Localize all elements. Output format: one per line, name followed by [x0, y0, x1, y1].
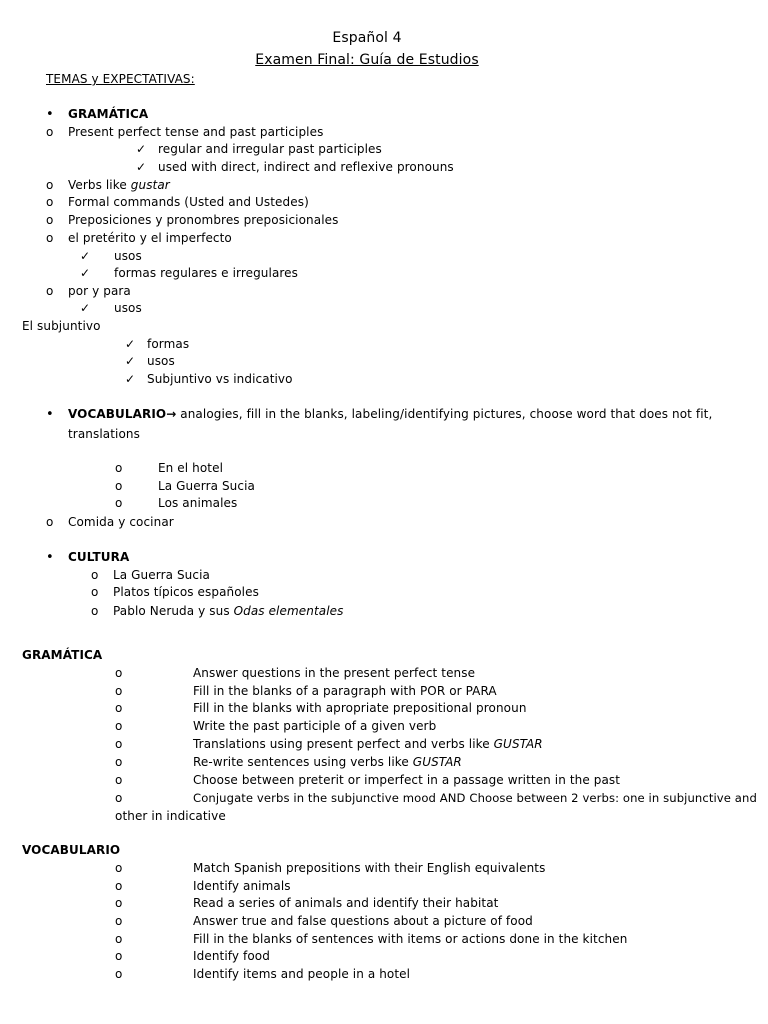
exam-title: Examen Final: Guía de Estudios — [255, 52, 479, 68]
circle-marker: o — [46, 178, 54, 192]
task-item: Re-write sentences using verbs like GUSTAR — [193, 755, 462, 769]
list-item: usos — [114, 301, 142, 315]
circle-marker: o — [115, 755, 123, 769]
circle-marker: o — [115, 967, 123, 981]
check-icon: ✓ — [136, 160, 147, 174]
circle-marker: o — [115, 461, 123, 475]
list-item: La Guerra Sucia — [158, 479, 255, 493]
section-heading-vocabulario-tasks: VOCABULARIO — [22, 843, 121, 857]
list-item: Present perfect tense and past participles — [68, 125, 324, 139]
circle-marker: o — [115, 879, 123, 893]
list-item: Preposiciones y pronombres preposicionales — [68, 213, 339, 227]
list-item: usos — [147, 354, 175, 368]
circle-marker: o — [115, 666, 123, 680]
arrow-icon: → — [166, 407, 177, 421]
check-icon: ✓ — [125, 354, 136, 368]
list-item: Formal commands (Usted and Ustedes) — [68, 195, 309, 209]
list-item: Pablo Neruda y sus Odas elementales — [113, 604, 344, 618]
task-item: Translations using present perfect and verbs like GUSTAR — [193, 737, 543, 751]
list-item: Platos típicos españoles — [113, 585, 259, 599]
topics-heading: TEMAS y EXPECTATIVAS: — [46, 72, 195, 86]
section-heading-gramatica: GRAMÁTICA — [68, 107, 149, 121]
section-heading-vocabulario: VOCABULARIO — [68, 407, 167, 421]
list-item: Los animales — [158, 496, 238, 510]
list-item: por y para — [68, 284, 131, 298]
circle-marker: o — [115, 932, 123, 946]
task-item: Fill in the blanks with apropriate prepositional pronoun — [193, 701, 527, 715]
circle-marker: o — [115, 719, 123, 733]
check-icon: ✓ — [80, 249, 91, 263]
task-item: Choose between preterit or imperfect in a passage written in the past — [193, 773, 621, 787]
bullet-marker: • — [46, 550, 54, 565]
task-item: Identify animals — [193, 879, 291, 893]
task-item: Conjugate verbs in the subjunctive mood AND Choose between 2 verbs: one in subjunctive and — [193, 791, 757, 805]
list-item: usos — [114, 249, 142, 263]
list-item: En el hotel — [158, 461, 224, 475]
list-item: regular and irregular past participles — [158, 142, 382, 156]
circle-marker: o — [46, 125, 54, 139]
section-heading-cultura: CULTURA — [68, 550, 130, 564]
list-item: used with direct, indirect and reflexive pronouns — [158, 160, 454, 174]
circle-marker: o — [115, 479, 123, 493]
vocabulario-overview: VOCABULARIO→ analogies, fill in the blanks, labeling/identifying pictures, choose word that does not fit, — [68, 407, 713, 421]
circle-marker: o — [115, 773, 123, 787]
circle-marker: o — [91, 568, 99, 582]
list-item: El subjuntivo — [22, 319, 101, 333]
bullet-marker: • — [46, 107, 54, 122]
list-item: formas — [147, 337, 190, 351]
bullet-marker: • — [46, 407, 54, 422]
check-icon: ✓ — [80, 301, 91, 315]
circle-marker: o — [115, 684, 123, 698]
check-icon: ✓ — [80, 266, 91, 280]
section-heading-gramatica-tasks: GRAMÁTICA — [22, 648, 103, 662]
circle-marker: o — [115, 861, 123, 875]
circle-marker: o — [46, 284, 54, 298]
check-icon: ✓ — [125, 372, 136, 386]
list-item: translations — [68, 427, 140, 441]
task-item: Fill in the blanks of a paragraph with POR or PARA — [193, 684, 497, 698]
circle-marker: o — [46, 515, 54, 529]
circle-marker: o — [46, 231, 54, 245]
task-item: Write the past participle of a given verb — [193, 719, 437, 733]
check-icon: ✓ — [136, 142, 147, 156]
task-item: Match Spanish prepositions with their English equivalents — [193, 861, 546, 875]
list-item: La Guerra Sucia — [113, 568, 210, 582]
list-item: Subjuntivo vs indicativo — [147, 372, 293, 386]
list-item: el pretérito y el imperfecto — [68, 231, 232, 245]
task-item: Identify items and people in a hotel — [193, 967, 411, 981]
list-item: Comida y cocinar — [68, 515, 174, 529]
circle-marker: o — [91, 604, 99, 618]
check-icon: ✓ — [125, 337, 136, 351]
task-item: Fill in the blanks of sentences with items or actions done in the kitchen — [193, 932, 628, 946]
task-item: Answer true and false questions about a picture of food — [193, 914, 533, 928]
list-item: formas regulares e irregulares — [114, 266, 299, 280]
circle-marker: o — [115, 914, 123, 928]
course-title: Español 4 — [332, 30, 402, 46]
circle-marker: o — [46, 195, 54, 209]
circle-marker: o — [115, 496, 123, 510]
task-item: other in indicative — [115, 809, 226, 823]
circle-marker: o — [91, 585, 99, 599]
circle-marker: o — [115, 896, 123, 910]
circle-marker: o — [115, 701, 123, 715]
circle-marker: o — [115, 791, 123, 805]
list-item: Verbs like gustar — [68, 178, 170, 192]
task-item: Read a series of animals and identify their habitat — [193, 896, 499, 910]
task-item: Identify food — [193, 949, 270, 963]
task-item: Answer questions in the present perfect tense — [193, 666, 476, 680]
circle-marker: o — [115, 949, 123, 963]
circle-marker: o — [115, 737, 123, 751]
circle-marker: o — [46, 213, 54, 227]
